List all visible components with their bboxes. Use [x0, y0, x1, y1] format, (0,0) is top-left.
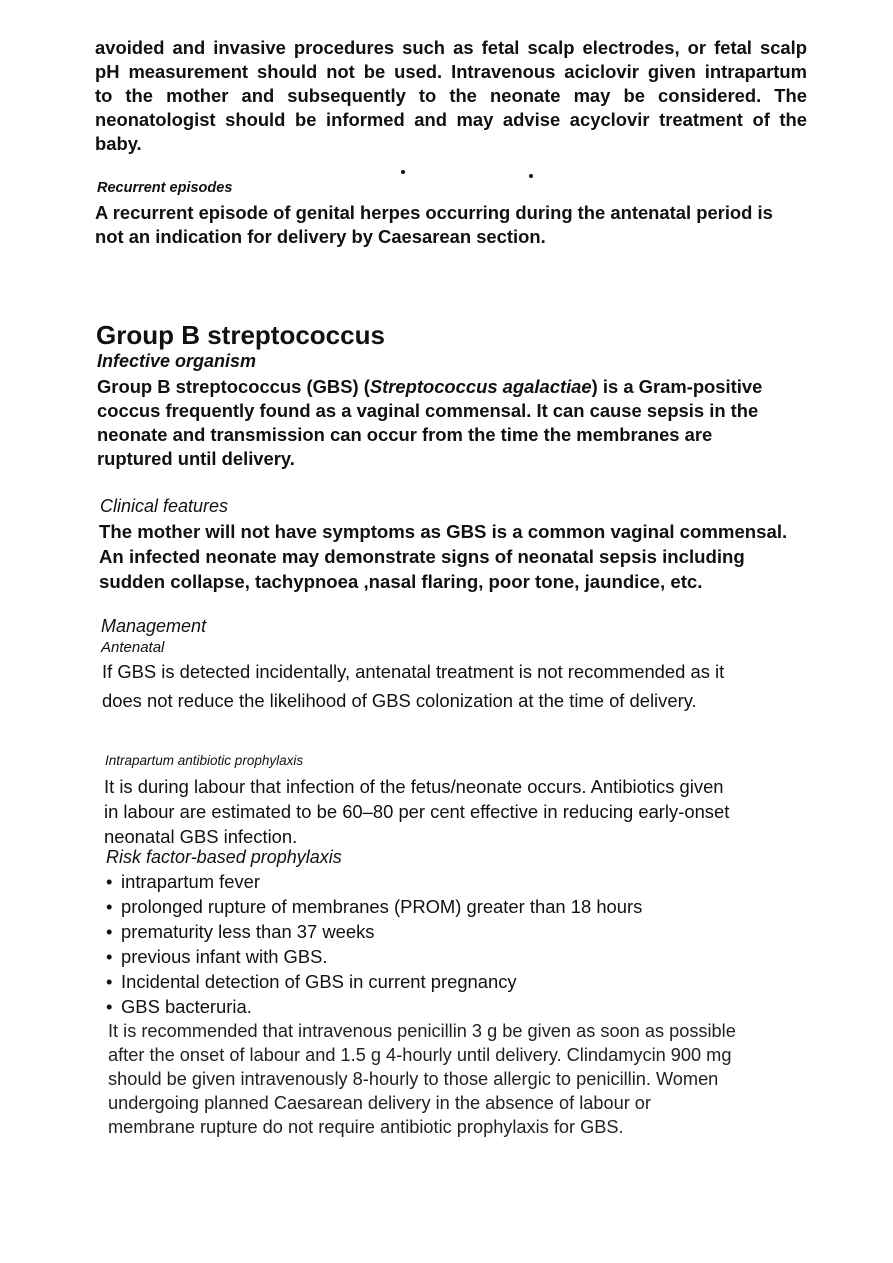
bullet-icon: • — [106, 896, 113, 917]
list-item — [106, 894, 642, 919]
infective-organism-heading: Infective organism — [97, 351, 257, 371]
clinical-features-heading: Clinical features — [100, 496, 229, 516]
recurrent-episodes-heading: Recurrent episodes — [97, 180, 233, 196]
paragraph-line: does not reduce the likelihood of GBS colonization at the time of delivery. — [102, 690, 697, 711]
risk-factor-heading: Risk factor-based prophylaxis — [106, 847, 342, 867]
list-item — [106, 869, 642, 894]
paragraph-line: If GBS is detected incidentally, antenatal treatment is not recommended as it — [102, 661, 725, 682]
bullet-icon: • — [106, 871, 113, 892]
paragraph-line: An infected neonate may demonstrate signs of neonatal sepsis including — [99, 546, 745, 567]
recommendation-paragraph — [108, 1019, 736, 1139]
clinical-features-paragraph — [99, 519, 787, 594]
recurrent-episodes-paragraph — [95, 201, 773, 249]
paragraph-line: A recurrent episode of genital herpes occurring during the antenatal period is — [95, 202, 773, 223]
list-item — [106, 969, 642, 994]
scan-speck — [401, 170, 405, 174]
section-title: Group B streptococcus — [96, 320, 385, 350]
bullet-icon: • — [106, 946, 113, 967]
paragraph-line: pH measurement should not be used. Intravenous aciclovir given intrapartum — [95, 61, 807, 82]
list-item-text: previous infant with GBS. — [121, 946, 328, 967]
paragraph-line: not an indication for delivery by Caesarean section. — [95, 226, 546, 247]
text-run: ) is a Gram-positive — [591, 376, 763, 397]
paragraph-line: baby. — [95, 133, 142, 154]
scan-speck — [529, 174, 533, 178]
paragraph-line: avoided and invasive procedures such as fetal scalp electrodes, or fetal scalp — [95, 37, 807, 58]
list-item — [106, 944, 642, 969]
paragraph-line: neonatologist should be informed and may advise acyclovir treatment of the — [95, 109, 807, 130]
paragraph-line: It is during labour that infection of the fetus/neonate occurs. Antibiotics given — [104, 776, 724, 797]
paragraph-line: after the onset of labour and 1.5 g 4-hourly until delivery. Clindamycin 900 mg — [108, 1045, 732, 1065]
antenatal-heading: Antenatal — [101, 639, 165, 656]
paragraph-line: should be given intravenously 8-hourly to those allergic to penicillin. Women — [108, 1069, 719, 1089]
list-item-text: prolonged rupture of membranes (PROM) greater than 18 hours — [121, 896, 643, 917]
list-item — [106, 919, 642, 944]
paragraph-line: coccus frequently found as a vaginal commensal. It can cause sepsis in the — [97, 400, 759, 421]
paragraph-line: neonate and transmission can occur from the time the membranes are — [97, 424, 713, 445]
paragraph-line: membrane rupture do not require antibiotic prophylaxis for GBS. — [108, 1117, 624, 1137]
paragraph-line: sudden collapse, tachypnoea ,nasal flaring, poor tone, jaundice, etc. — [99, 571, 703, 592]
bullet-icon: • — [106, 971, 113, 992]
paragraph-line: ruptured until delivery. — [97, 448, 295, 469]
management-heading: Management — [101, 616, 207, 636]
list-item-text: intrapartum fever — [121, 871, 261, 892]
risk-factor-list — [106, 869, 642, 1019]
bullet-icon: • — [106, 921, 113, 942]
species-name: Streptococcus agalactiae — [369, 376, 592, 397]
list-item-text: GBS bacteruria. — [121, 996, 252, 1017]
infective-organism-paragraph — [97, 375, 762, 471]
intrapartum-prophylaxis-heading: Intrapartum antibiotic prophylaxis — [105, 753, 304, 768]
paragraph-line: The mother will not have symptoms as GBS is a common vaginal commensal. — [99, 521, 788, 542]
paragraph-line: neonatal GBS infection. — [104, 826, 298, 847]
paragraph-line: undergoing planned Caesarean delivery in the absence of labour or — [108, 1093, 651, 1113]
list-item — [106, 994, 642, 1019]
herpes-continuation-paragraph — [95, 36, 807, 156]
list-item-text: prematurity less than 37 weeks — [121, 921, 375, 942]
paragraph-line: in labour are estimated to be 60–80 per cent effective in reducing early-onset — [104, 801, 730, 822]
paragraph-line — [97, 375, 762, 399]
list-item-text: Incidental detection of GBS in current pregnancy — [121, 971, 517, 992]
text-run: Group B streptococcus (GBS) ( — [97, 376, 370, 397]
paragraph-line: to the mother and subsequently to the neonate may be considered. The — [95, 85, 807, 106]
paragraph-line: It is recommended that intravenous penicillin 3 g be given as soon as possible — [108, 1021, 736, 1041]
intrapartum-paragraph — [104, 774, 729, 849]
bullet-icon: • — [106, 996, 113, 1017]
antenatal-paragraph — [102, 657, 724, 715]
